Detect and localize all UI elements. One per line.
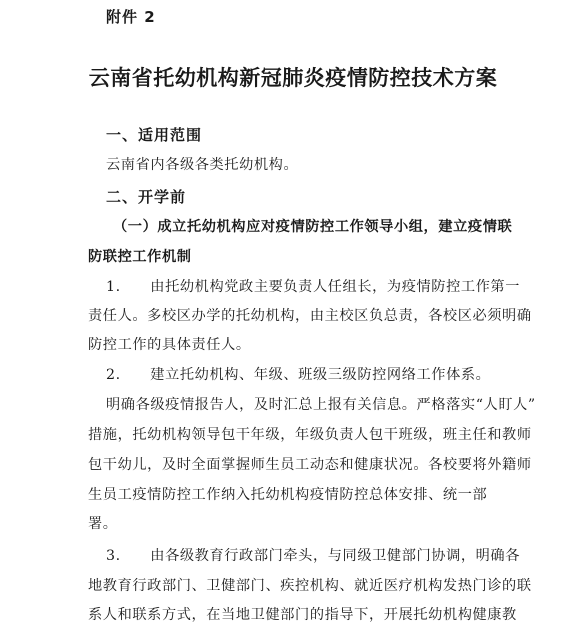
section-heading-before-school: 二、开学前 bbox=[106, 188, 187, 206]
paragraph-line: 措施，托幼机构领导包干年级，年级负责人包干班级，班主任和教师 bbox=[88, 427, 532, 443]
document-title: 云南省托幼机构新冠肺炎疫情防控技术方案 bbox=[88, 65, 498, 90]
sub-heading-line: 防联控工作机制 bbox=[88, 249, 192, 265]
paragraph-line: 明确各级疫情报告人，及时汇总上报有关信息。严格落实“人盯人” bbox=[106, 397, 536, 413]
paragraph-line: 2. 建立托幼机构、年级、班级三级防控网络工作体系。 bbox=[106, 367, 491, 383]
paragraph-line: 1. 由托幼机构党政主要负责人任组长，为疫情防控工作第一 bbox=[106, 279, 521, 295]
scope-text: 云南省内各级各类托幼机构。 bbox=[106, 157, 299, 173]
paragraph-line: 包干幼儿，及时全面掌握师生员工动态和健康状况。各校要将外籍师 bbox=[88, 457, 532, 473]
section-heading-scope: 一、适用范围 bbox=[106, 126, 203, 144]
paragraph-line: 生员工疫情防控工作纳入托幼机构疫情防控总体安排、统一部 bbox=[88, 487, 488, 503]
paragraph-line: 署。 bbox=[88, 516, 118, 532]
paragraph-line: 责任人。多校区办学的托幼机构，由主校区负总责，各校区必须明确 bbox=[88, 308, 532, 324]
sub-heading-line: （一）成立托幼机构应对疫情防控工作领导小组，建立疫情联 bbox=[113, 219, 513, 235]
paragraph-line: 防控工作的具体责任人。 bbox=[88, 337, 251, 353]
attachment-label: 附件 2 bbox=[106, 8, 156, 26]
paragraph-line: 3. 由各级教育行政部门牵头，与同级卫健部门协调，明确各 bbox=[106, 548, 521, 564]
paragraph-line: 系人和联系方式，在当地卫健部门的指导下，开展托幼机构健康教 bbox=[88, 607, 517, 623]
paragraph-line: 地教育行政部门、卫健部门、疾控机构、就近医疗机构发热门诊的联 bbox=[88, 578, 532, 594]
